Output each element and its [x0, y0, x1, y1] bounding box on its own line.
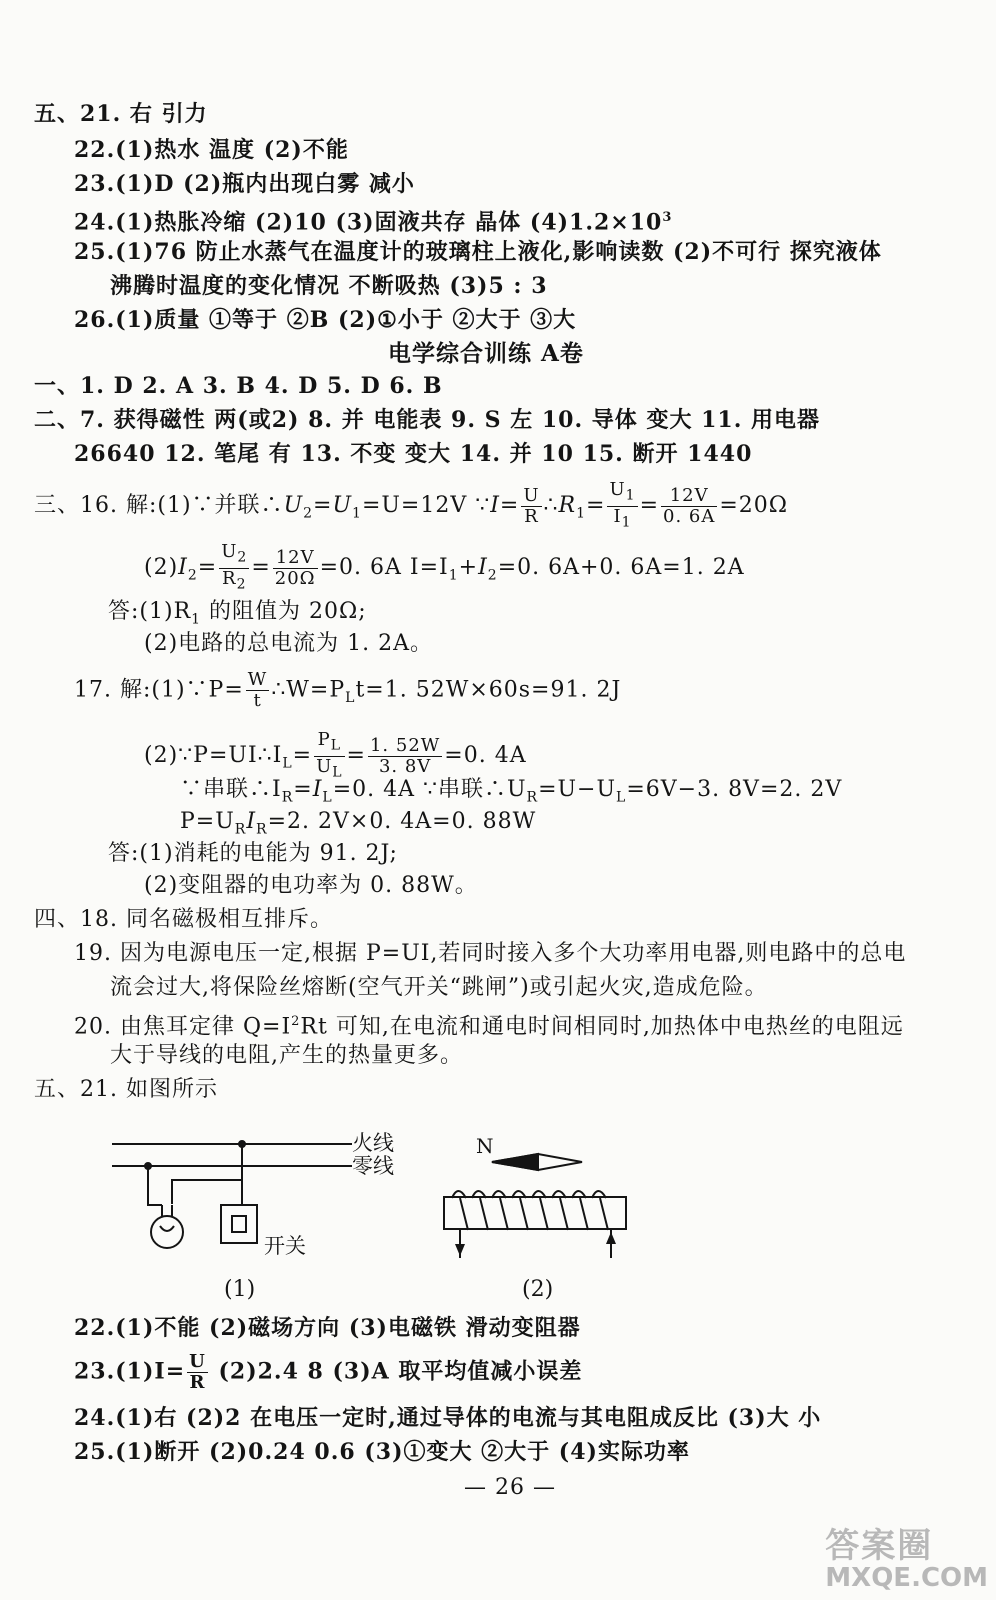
answer-25-section5: 25.(1)断开 (2)0.24 0.6 (3)①变大 ②大于 (4)实际功率 — [74, 1439, 690, 1465]
answer-22-section5: 22.(1)不能 (2)磁场方向 (3)电磁铁 滑动变阻器 — [74, 1315, 581, 1341]
answer-20-line1: 20. 由焦耳定律 $Q=I^2Rt$ 可知,在电流和通电时间相同时,加热体中电热丝的电阻远 — [74, 1014, 904, 1040]
figure-2-caption: (2) — [522, 1277, 554, 1302]
solenoid-diagram — [444, 1154, 626, 1258]
q16-answer2: (2)电路的总电流为 1. 2A。 — [144, 631, 434, 656]
q16-answer1: 答$:(1)R_1$ 的阻值为 20Ω; — [108, 599, 367, 628]
current-in-arrow-icon — [606, 1232, 616, 1244]
watermark-logo: 答案圈 MXQE.COM — [825, 1526, 988, 1593]
live-wire-label: 火线 — [352, 1131, 394, 1155]
answer-23: 23.(1)D (2)瓶内出现白雾 减小 — [74, 171, 415, 197]
answer-23-section5: 23.(1)I= $\frac{U}{R}$ (2)2.4 8 (3)A 取平均值减小误差 — [74, 1351, 583, 1393]
switch-label: 开关 — [264, 1234, 306, 1258]
figure-1-caption: (1) — [224, 1277, 256, 1302]
answer-18: 四、18. 同名磁极相互排斥。 — [34, 907, 333, 932]
fill-answers-line2: 26640 12. 笔尾 有 13. 不变 变大 14. 并 10 15. 断开 1440 — [74, 441, 753, 467]
answer-24: 24.(1)热胀冷缩 (2)10 (3)固液共存 晶体 $(4)1.2\times 10^3$ — [74, 209, 673, 236]
section-title: 电学综合训练 A卷 — [388, 340, 584, 367]
q17-step4: $P=U_RI_R=2$. 2V×0. 4A=0. 88W — [180, 809, 537, 838]
answer-21: 五、21. 右 引力 — [34, 101, 208, 127]
q17-step2: $(2)\because P=UI\therefore I_L=$ $\frac{P_L}{U_L}$ = $\frac{1. 52W}{3. 8V}$ =0. 4A — [144, 729, 527, 781]
q17-step3: ∵串联$\therefore I_R=I_L=0$. 4A ∵串联$\therefore U_R=U-U_L=6V-3$. 8V=2. 2V — [180, 777, 843, 806]
current-out-arrow-icon — [455, 1244, 465, 1256]
answer-20-line2: 大于导线的电阻,产生的热量更多。 — [110, 1043, 463, 1068]
switch-box — [221, 1205, 257, 1243]
fill-answers-line1: 二、7. 获得磁性 两(或2) 8. 并 电能表 9. S 左 10. 导体 变大 11. 用电器 — [34, 407, 821, 433]
q17-step1: 17. 解:(1)∵P= $\frac{W}{t}$ $\therefore W=P_Lt=1$. 52W×60s=91. 2J — [74, 669, 622, 711]
household-circuit-diagram — [112, 1141, 352, 1248]
answer-19-line1: 19. 因为电源电压一定,根据 P=UI,若同时接入多个大功率用电器,则电路中的总电 — [74, 941, 907, 966]
answer-22: 22.(1)热水 温度 (2)不能 — [74, 137, 349, 163]
answer-26: 26.(1)质量 ①等于 ②B (2)①小于 ②大于 ③大 — [74, 307, 577, 333]
answer-21-section5: 五、21. 如图所示 — [34, 1077, 218, 1102]
solenoid-core — [444, 1197, 626, 1229]
answer-24-section5: 24.(1)右 (2)2 在电压一定时,通过导体的电流与其电阻成反比 (3)大 小 — [74, 1405, 822, 1431]
q16-step2: $(2)I_2=$ $\frac{U_2}{R_2}$ = $\frac{12V}{20\Omega}$ =0. 6A $I=I_1+I_2=0$. 6A+0. 6A=1. 2A — [144, 541, 745, 593]
answer-19-line2: 流会过大,将保险丝熔断(空气开关“跳闸”)或引起火灾,造成危险。 — [110, 975, 768, 1000]
north-label: N — [476, 1134, 494, 1158]
q17-answer1: 答:(1)消耗的电能为 91. 2J; — [108, 841, 398, 866]
page-number: — 26 — — [464, 1475, 556, 1500]
neutral-wire-label: 零线 — [352, 1154, 394, 1178]
answer-25-line1: 25.(1)76 防止水蒸气在温度计的玻璃柱上液化,影响读数 (2)不可行 探究液体 — [74, 239, 882, 265]
choice-answers: 一、1. D 2. A 3. B 4. D 5. D 6. B — [34, 373, 443, 399]
answer-25-line2: 沸腾时温度的变化情况 不断吸热 (3)5 : 3 — [110, 273, 548, 299]
q16-step1: 三、16. 解:(1)∵并联$\therefore U_2=U_1=U=12V$ ∵I= $\frac{U}{R}$ $\therefore R_1=$ $\frac{U_1}{I_1}$ = $\frac{12V}{0. 6A}$ =20Ω — [34, 479, 789, 531]
q17-answer2: (2)变阻器的电功率为 0. 88W。 — [144, 873, 478, 898]
